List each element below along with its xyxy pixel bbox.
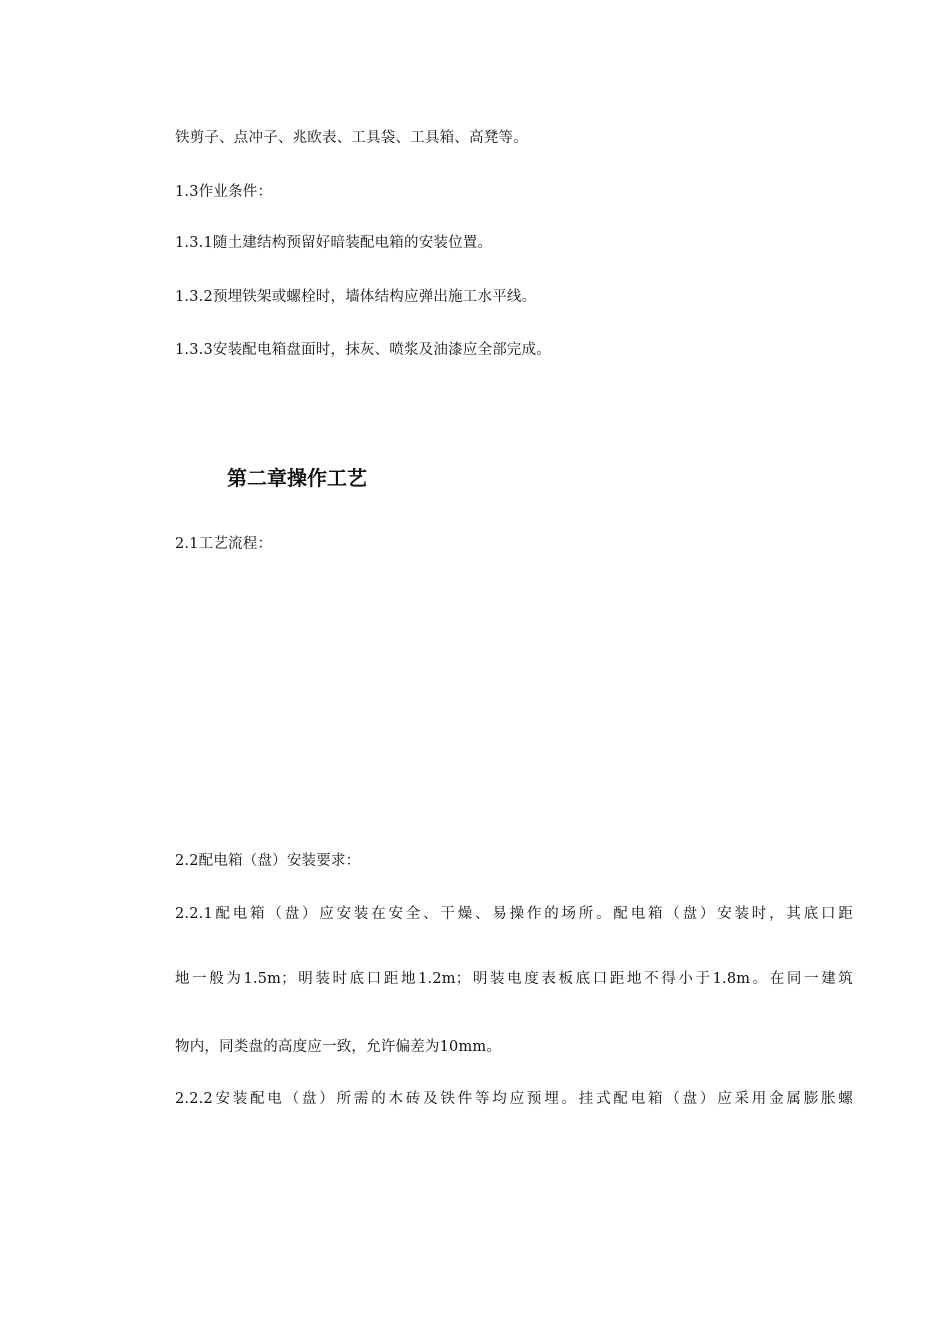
section-1-3-1: 1.3.1随土建结构预留好暗装配电箱的安装位置。 [175, 235, 493, 251]
section-2-2-title: 2.2配电箱（盘）安装要求： [175, 853, 361, 869]
section-2-2-1-line-2: 地一般为1.5m；明装时底口距地1.2m；明装电度表板底口距地不得小于1.8m。在同一建筑 [175, 971, 853, 987]
section-1-3-3: 1.3.3安装配电箱盘面时，抹灰、喷浆及油漆应全部完成。 [175, 342, 551, 358]
chapter-2-heading: 第二章操作工艺 [227, 466, 367, 490]
section-2-2-2-line-1: 2.2.2安装配电（盘）所需的木砖及铁件等均应预埋。挂式配电箱（盘）应采用金属膨胀螺 [175, 1091, 853, 1107]
section-2-2-1-line-3: 物内，同类盘的高度应一致，允许偏差为10mm。 [175, 1039, 502, 1055]
section-1-3-title: 1.3作业条件： [175, 184, 273, 200]
section-1-3-2: 1.3.2预埋铁架或螺栓时，墙体结构应弹出施工水平线。 [175, 289, 537, 305]
tools-list-continuation: 铁剪子、点冲子、兆欧表、工具袋、工具箱、高凳等。 [175, 130, 528, 146]
section-2-1-title: 2.1工艺流程： [175, 536, 273, 552]
section-2-2-1-line-1: 2.2.1配电箱（盘）应安装在安全、干燥、易操作的场所。配电箱（盘）安装时，其底口距 [175, 906, 853, 922]
